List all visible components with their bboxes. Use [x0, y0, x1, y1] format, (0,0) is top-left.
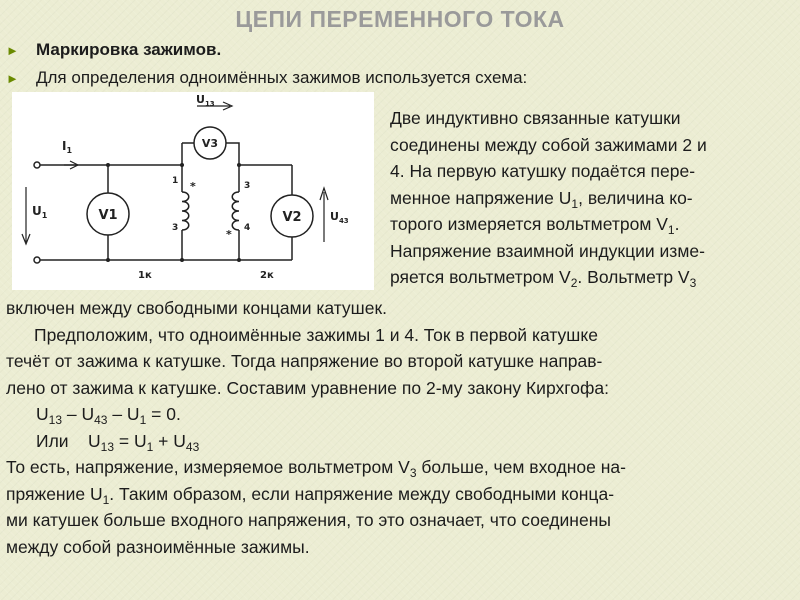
bullet-terminal-marking	[6, 40, 221, 61]
current-arrow	[64, 161, 78, 169]
side-line: ряется вольтметром $V_2$. Вольтметр $V_3$	[390, 267, 697, 290]
voltage-u43-label: $U_{43}$	[330, 210, 349, 225]
terminal-3-label: 3	[172, 223, 179, 233]
voltmeter-v1-label: V1	[98, 208, 118, 223]
side-line: Две индуктивно связанные катушки	[390, 108, 681, 128]
bullet-scheme-intro	[6, 68, 527, 89]
voltmeter-v2-label: V2	[282, 210, 302, 225]
terminal-4-label: 4	[244, 223, 251, 233]
coil-1-star-icon: *	[190, 180, 196, 193]
side-line: Напряжение взаимной индукции изме-	[390, 240, 705, 261]
side-line: соединены между собой зажимами 2 и	[390, 134, 707, 155]
main-line: То есть, напряжение, измеряемое вольтметром $V_3$ больше, чем входное на-	[6, 457, 626, 480]
bullet-arrow-icon: ►	[6, 71, 19, 86]
bullet-text: Маркировка зажимов.	[36, 40, 222, 59]
input-terminal-bottom	[34, 257, 40, 263]
junction-dot	[237, 258, 241, 262]
current-i1-label: $I_1$	[62, 139, 73, 155]
main-line: ми катушек больше входного напряжения, то это означает, что соединены	[6, 510, 611, 530]
circuit-diagram	[12, 92, 374, 290]
coil-2	[232, 192, 239, 230]
main-text	[6, 295, 796, 560]
bullet-arrow-icon: ►	[6, 43, 19, 58]
main-line: течёт от зажима к катушке. Тогда напряжение во второй катушке направ-	[6, 351, 603, 371]
junction-dot	[180, 163, 184, 167]
slide-title: ЦЕПИ ПЕРЕМЕННОГО ТОКА	[235, 6, 565, 32]
u43-arrow	[320, 188, 328, 242]
side-line: менное напряжение $U_1$, величина ко-	[390, 187, 693, 211]
main-line: Предположим, что одноимённые зажимы 1 и 4. Ток в первой катушке	[34, 324, 598, 345]
u1-arrow	[22, 187, 30, 244]
diagram-description	[390, 105, 792, 291]
voltage-u1-label: $U_1$	[32, 204, 48, 220]
terminal-3-coil2-label: 3	[244, 181, 251, 191]
junction-dot	[106, 163, 110, 167]
junction-dot	[106, 258, 110, 262]
voltmeter-v3-label: V3	[201, 137, 219, 150]
kirchhoff-equation: $U_{13} - U_{43} - U_1 = 0$.	[36, 404, 181, 427]
coil-2-star-icon: *	[226, 228, 232, 241]
main-line: включен между свободными концами катушек.	[6, 298, 387, 318]
terminal-1-label: 1	[172, 176, 179, 186]
main-line: между собой разноимённые зажимы.	[6, 536, 310, 557]
main-line: лено от зажима к катушке. Составим уравнение по 2-му закону Кирхгофа:	[6, 377, 609, 398]
main-line: пряжение $U_1$. Таким образом, если напряжение между свободными конца-	[6, 483, 615, 507]
derived-equation: Или $U_{13} = U_1 + U_{43}$	[36, 430, 200, 454]
junction-dot	[180, 258, 184, 262]
junction-dot	[237, 163, 241, 167]
coil-1	[182, 192, 189, 230]
input-terminal-top	[34, 162, 40, 168]
side-line: 4. На первую катушку подаётся пере-	[390, 161, 696, 181]
voltage-u13-label: $U_{13}$	[196, 93, 215, 108]
coil-1-name-label: 1к	[138, 270, 152, 281]
coil-2-name-label: 2к	[260, 270, 274, 281]
bullet-text: Для определения одноимённых зажимов используется схема:	[36, 68, 528, 87]
side-line: торого измеряется вольтметром $V_1$.	[390, 214, 680, 237]
